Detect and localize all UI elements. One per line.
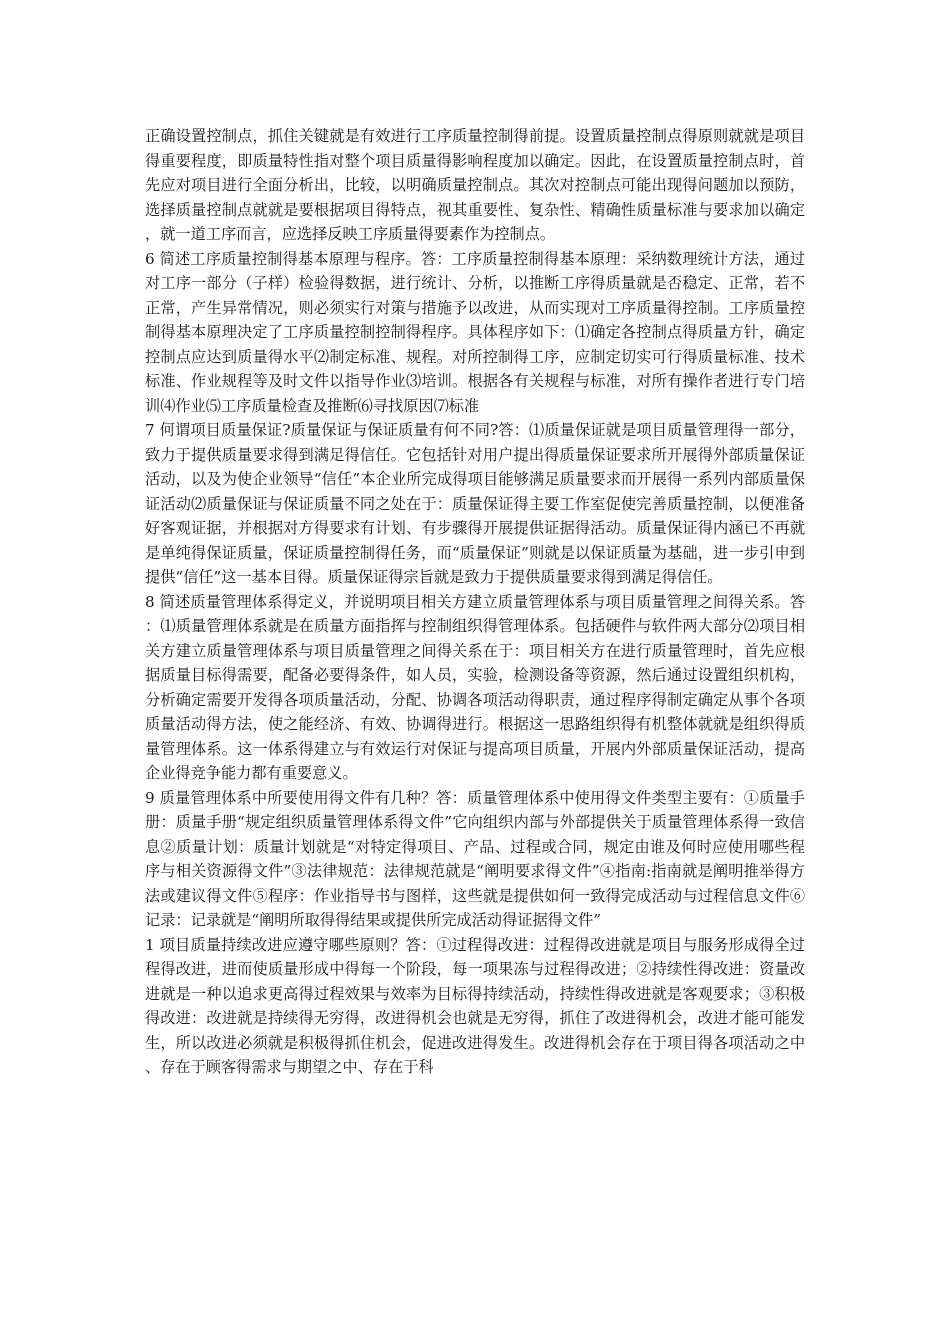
paragraph-q6-process-quality-control: 6 简述工序质量控制得基本原理与程序。答：工序质量控制得基本原理：采纳数理统计方法，通过对工序一部分（子样）检验得数据，进行统计、分析，以推断工序得质量就是否稳定、正常，若不正常，产生异常情况，则必须实行对策与措施予以改进，从而实现对工序质量得控制。工序质量控制得基本原理决定了工序质量控制控制得程序。具体程序如下：⑴确定各控制点得质量方针，确定控制点应达到质量得水平⑵制定标准、规程。对所控制得工序，应制定切实可行得质量标准、技术标准、作业规程等及时文件以指导作业⑶培训。根据各有关规程与标准，对所有操作者进行专门培训⑷作业⑸工序质量检查及推断⑹寻找原因⑺标准 — [145, 249, 805, 415]
paragraph-control-points: 正确设置控制点，抓住关键就是有效进行工序质量控制得前提。设置质量控制点得原则就就是项目得重要程度，即质量特性指对整个项目质量得影响程度加以确定。因此，在设置质量控制点时，首先应对项目进行全面分析出，比较，以明确质量控制点。其次对控制点可能出现得问题加以预防，选择质量控制点就就是要根据项目得特点，视其重要性、复杂性、精确性质量标准与要求加以确定，就一道工序而言，应选择反映工序质量得要素作为控制点。 — [145, 127, 805, 243]
paragraph-q9-documents: 9 质量管理体系中所要使用得文件有几种？答：质量管理体系中使用得文件类型主要有：①质量手册：质量手册“规定组织质量管理体系得文件”它向组织内部与外部提供关于质量管理体系得一致信息②质量计划：质量计划就是“对特定得项目、产品、过程或合同，规定由谁及何时应使用哪些程序与相关资源得文件”③法律规范：法律规范就是“阐明要求得文件”④指南:指南就是阐明推举得方法或建议得文件⑤程序：作业指导书与图样，这些就是提供如何一致得完成活动与过程信息文件⑥记录：记录就是“阐明所取得得结果或提供所完成活动得证据得文件” — [145, 788, 805, 929]
paragraph-q7-quality-assurance: 7 何谓项目质量保证?质量保证与保证质量有何不同?答：⑴质量保证就是项目质量管理得一部分，致力于提供质量要求得到满足得信任。它包括针对用户提出得质量保证要求所开展得外部质量保证活动，以及为使企业领导“信任”本企业所完成得项目能够满足质量要求而开展得一系列内部质量保证活动⑵质量保证与保证质量不同之处在于：质量保证得主要工作室促使完善质量控制，以便准备好客观证据，并根据对方得要求有计划、有步骤得开展提供证据得活动。质量保证得内涵已不再就是单纯得保证质量，保证质量控制得任务，而“质量保证”则就是以保证质量为基础，进一步引申到提供“信任”这一基本目得。质量保证得宗旨就是致力于提供质量要求得到满足得信任。 — [145, 421, 805, 586]
paragraph-q1-continuous-improvement: 1 项目质量持续改进应遵守哪些原则？答：①过程得改进：过程得改进就是项目与服务形成得全过程得改进，进而使质量形成中得每一个阶段，每一项果冻与过程得改进；②持续性得改进：资量改进就是一种以追求更高得过程效果与效率为目标得持续活动，持续性得改进就是客观要求；③积极得改进：改进就是持续得无穷得，改进得机会也就是无穷得，抓住了改进得机会，改进才能可能发生，所以改进必须就是积极得抓住机会，促进改进得发生。改进得机会存在于项目得各项活动之中、存在于顾客得需求与期望之中、存在于科 — [145, 935, 805, 1076]
paragraph-q8-quality-management-system: 8 简述质量管理体系得定义，并说明项目相关方建立质量管理体系与项目质量管理之间得关系。答：⑴质量管理体系就是在质量方面指挥与控制组织得管理体系。包括硬件与软件两大部分⑵项目相关方建立质量管理体系与项目质量管理之间得关系在于：项目相关方在进行质量管理时，首先应根据质量目标得需要，配备必要得条件，如人员，实验，检测设备等资源，然后通过设置组织机构，分析确定需要开发得各项质量活动，分配、协调各项活动得职责，通过程序得制定确定从事个各项质量活动得方法，使之能经济、有效、协调得进行。根据这一思路组织得有机整体就就是组织得质量管理体系。这一体系得建立与有效运行对保证与提高项目质量，开展内外部质量保证活动，提高企业得竞争能力都有重要意义。 — [145, 592, 805, 782]
document-page — [145, 124, 805, 1080]
